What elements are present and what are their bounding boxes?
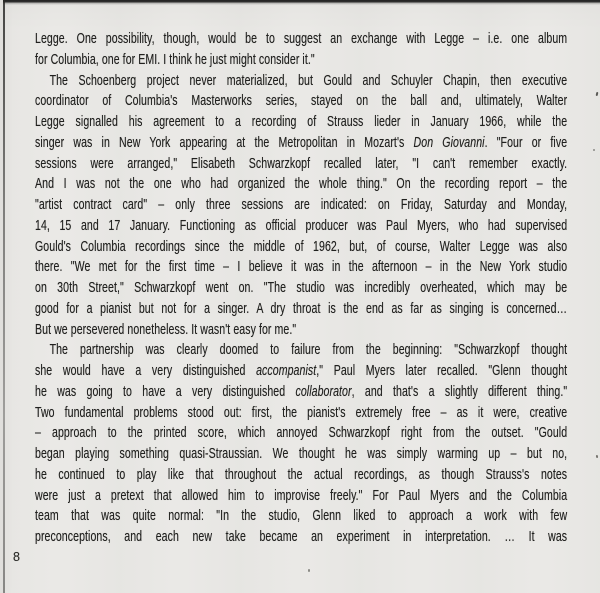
text-line	[35, 50, 567, 71]
text-line	[35, 154, 567, 175]
body-text: singer was in New York appearing at the Metropolitan in Mozart's	[35, 134, 414, 151]
body-text: he continued to play like that throughout the actual recordings, as though Strauss's notes	[35, 466, 568, 483]
text-line	[35, 237, 567, 258]
text-line	[35, 465, 567, 486]
text-line	[35, 71, 567, 92]
body-text: Two fundamental problems stood out: first, the pianist's extremely free – as it were, creative	[35, 404, 568, 421]
italic-text: collaborator	[295, 383, 352, 400]
body-text: 14, 15 and 17 January. Functioning as official producer was Paul Myers, who had supervised	[35, 217, 568, 234]
italic-text: Don Giovanni	[413, 134, 485, 151]
body-text: Legge signalled his agreement to a recording of Strauss lieder in January 1966, while the	[35, 114, 568, 130]
text-line	[35, 444, 567, 465]
body-text: ," Paul Myers later recalled. "Glenn thought	[316, 363, 568, 379]
scan-speck	[593, 149, 595, 151]
scan-speck	[596, 455, 598, 458]
body-text: – approach to the printed score, which annoyed Schwarzkopf right from the outset. "Gould	[35, 425, 568, 442]
body-text: Legge. One possibility, though, would be to suggest an exchange with Legge – i.e. one album	[35, 31, 568, 47]
text-line	[35, 278, 567, 299]
body-text: sessions were arranged," Elisabeth Schwarzkopf recalled later, "I can't remember exactly.	[35, 155, 568, 172]
body-text: for Columbia, one for EMI. I think he just might consider it."	[35, 51, 315, 68]
body-text: The Schoenberg project never materialized, but Gould and Schuyler Chapin, then executive	[49, 72, 568, 89]
scan-left-edge-line	[3, 0, 5, 593]
scan-top-edge	[0, 0, 600, 5]
body-text: . "Four or five	[484, 134, 568, 151]
text-line	[35, 174, 567, 195]
text-line	[35, 216, 567, 237]
body-text: began playing something quasi-Straussian. We thought he was simply warming up – but no,	[35, 446, 568, 462]
body-text: But we persevered nonetheless. It wasn't easy for me."	[35, 321, 297, 338]
body-text: good for a pianist but not for a singer. A dry throat is the end as far as singing is concerned…	[35, 300, 568, 317]
body-text: The partnership was clearly doomed to failure from the beginning: "Schwarzkopf thought	[49, 342, 568, 359]
text-line	[35, 257, 567, 278]
text-line	[35, 195, 567, 216]
text-line	[35, 340, 567, 361]
body-text: he was going to have a very distinguished	[35, 383, 296, 400]
text-line	[35, 423, 567, 444]
text-line	[35, 320, 567, 341]
body-text: And I was not the one who had organized the whole thing." On the recording report – the	[35, 176, 568, 193]
body-text: she would have a very distinguished	[35, 363, 257, 379]
text-line	[35, 29, 567, 50]
text-line	[35, 486, 567, 507]
text-line	[35, 361, 567, 382]
body-text: preconceptions, and each new take became an experiment in interpretation. … It was	[35, 529, 568, 545]
text-line	[35, 112, 567, 133]
text-line	[35, 299, 567, 320]
scan-speck	[596, 92, 599, 96]
text-line	[35, 382, 567, 403]
text-line	[35, 506, 567, 527]
italic-text: accompanist	[256, 363, 317, 379]
body-text: on 30th Street," Schwarzkopf went on. "The studio was incredibly overheated, which may be	[35, 280, 568, 296]
body-text: , and that's a slightly different thing."	[351, 383, 568, 400]
scan-speck	[308, 569, 310, 572]
text-line	[35, 527, 567, 548]
text-column	[35, 29, 567, 548]
body-text: "artist contract card" – only three sessions are indicated: on Friday, Saturday and Monday,	[35, 197, 568, 213]
body-text: there. "We met for the first time – I believe it was in the afternoon – in the New York studio	[35, 259, 568, 276]
body-text: Gould's Columbia recordings since the middle of 1962, but, of course, Walter Legge was also	[35, 238, 568, 255]
body-text: team that was quite normal: "In the studio, Glenn liked to approach a work with few	[35, 508, 568, 525]
body-text: were just a pretext that allowed him to improvise freely." For Paul Myers and the Columbia	[35, 487, 568, 504]
text-line	[35, 91, 567, 112]
page-number: 8	[13, 550, 20, 564]
text-line	[35, 403, 567, 424]
text-line	[35, 133, 567, 154]
body-text: coordinator of Columbia's Masterworks series, stayed on the ball and, ultimately, Walter	[35, 93, 568, 110]
